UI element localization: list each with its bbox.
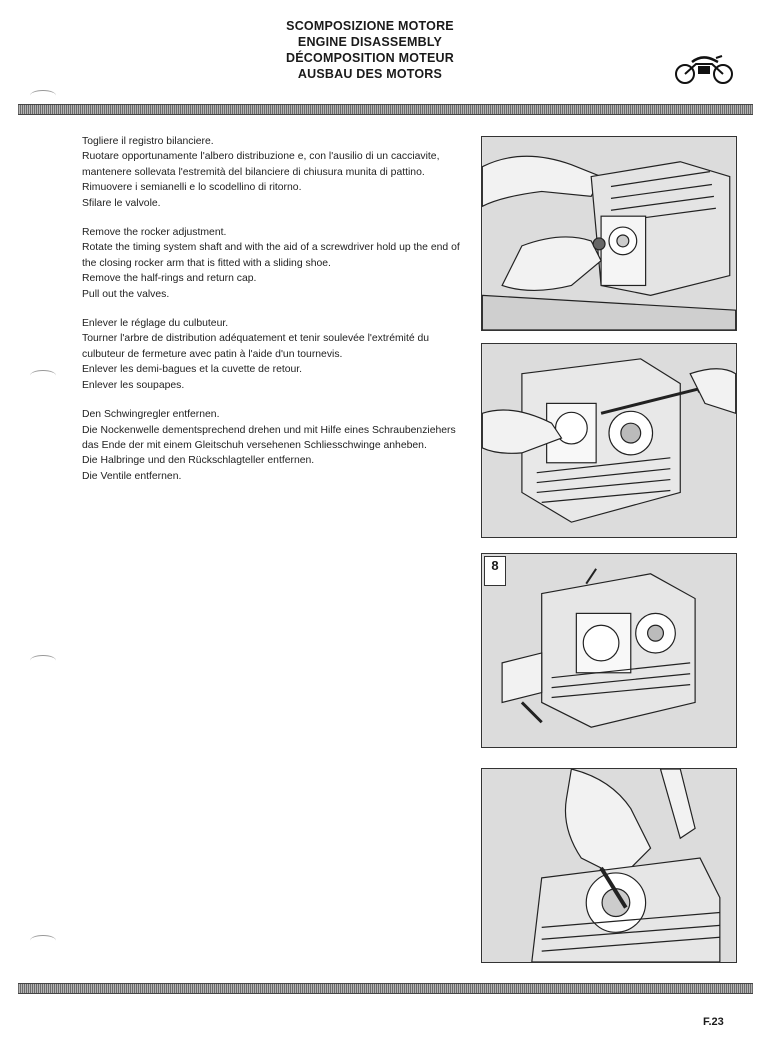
figure-pull-valves	[481, 768, 737, 963]
title-french: DÉCOMPOSITION MOTEUR	[286, 51, 454, 65]
figure-rocker-adjustment	[481, 136, 737, 331]
engine-illustration	[482, 344, 736, 537]
instruction-text	[82, 134, 467, 498]
engine-illustration	[482, 769, 736, 962]
margin-mark	[30, 370, 56, 381]
figure-screwdriver-rocker	[481, 343, 737, 538]
top-divider	[18, 104, 753, 115]
title-english: ENGINE DISASSEMBLY	[297, 35, 443, 49]
engine-illustration	[482, 137, 736, 330]
page-header	[230, 18, 510, 82]
engine-illustration	[482, 554, 736, 747]
instructions-german: Den Schwingregler entfernen. Die Nockenwelle dementsprechend drehen und mit Hilfe eines Schraubenziehers das Ende der mit einem Gleitschuh versehenen Schliesschwinge anheben. Die Halbringe und den Rückschlagteller entfernen. Die Ventile entfernen.	[82, 409, 456, 482]
bottom-divider	[18, 983, 753, 994]
instructions-french: Enlever le réglage du culbuteur. Tourner l'arbre de distribution adéquatement et tenir soulevée l'extrémité du culbuteur de fermeture avec patin à l'aide d'un tournevis. Enlever les demi-bagues et la cuvette de retour. Enlever les soupapes.	[82, 318, 430, 391]
margin-mark	[30, 655, 56, 666]
tool-number-badge: 8	[484, 556, 506, 586]
page-number: F.23	[703, 1016, 724, 1028]
title-german: AUSBAU DES MOTORS	[297, 67, 443, 81]
margin-mark	[30, 90, 56, 101]
figure-half-rings	[481, 553, 737, 748]
title-italian: SCOMPOSIZIONE MOTORE	[286, 19, 454, 33]
instructions-italian: Togliere il registro bilanciere. Ruotare opportunamente l'albero distribuzione e, con l'ausilio di un cacciavite, mantenere sollevata l'estremità del bilanciere di chiusura munita di pattino. Rimuovere i semianelli e lo scodellino di ritorno. Sfilare le valvole.	[82, 136, 440, 209]
margin-mark	[30, 935, 56, 946]
instructions-english: Remove the rocker adjustment. Rotate the timing system shaft and with the aid of a screwdriver hold up the end of the closing rocker arm that is fitted with a sliding shoe. Remove the half-rings and return cap. Pull out the valves.	[82, 227, 460, 300]
motorcycle-icon	[672, 50, 736, 86]
